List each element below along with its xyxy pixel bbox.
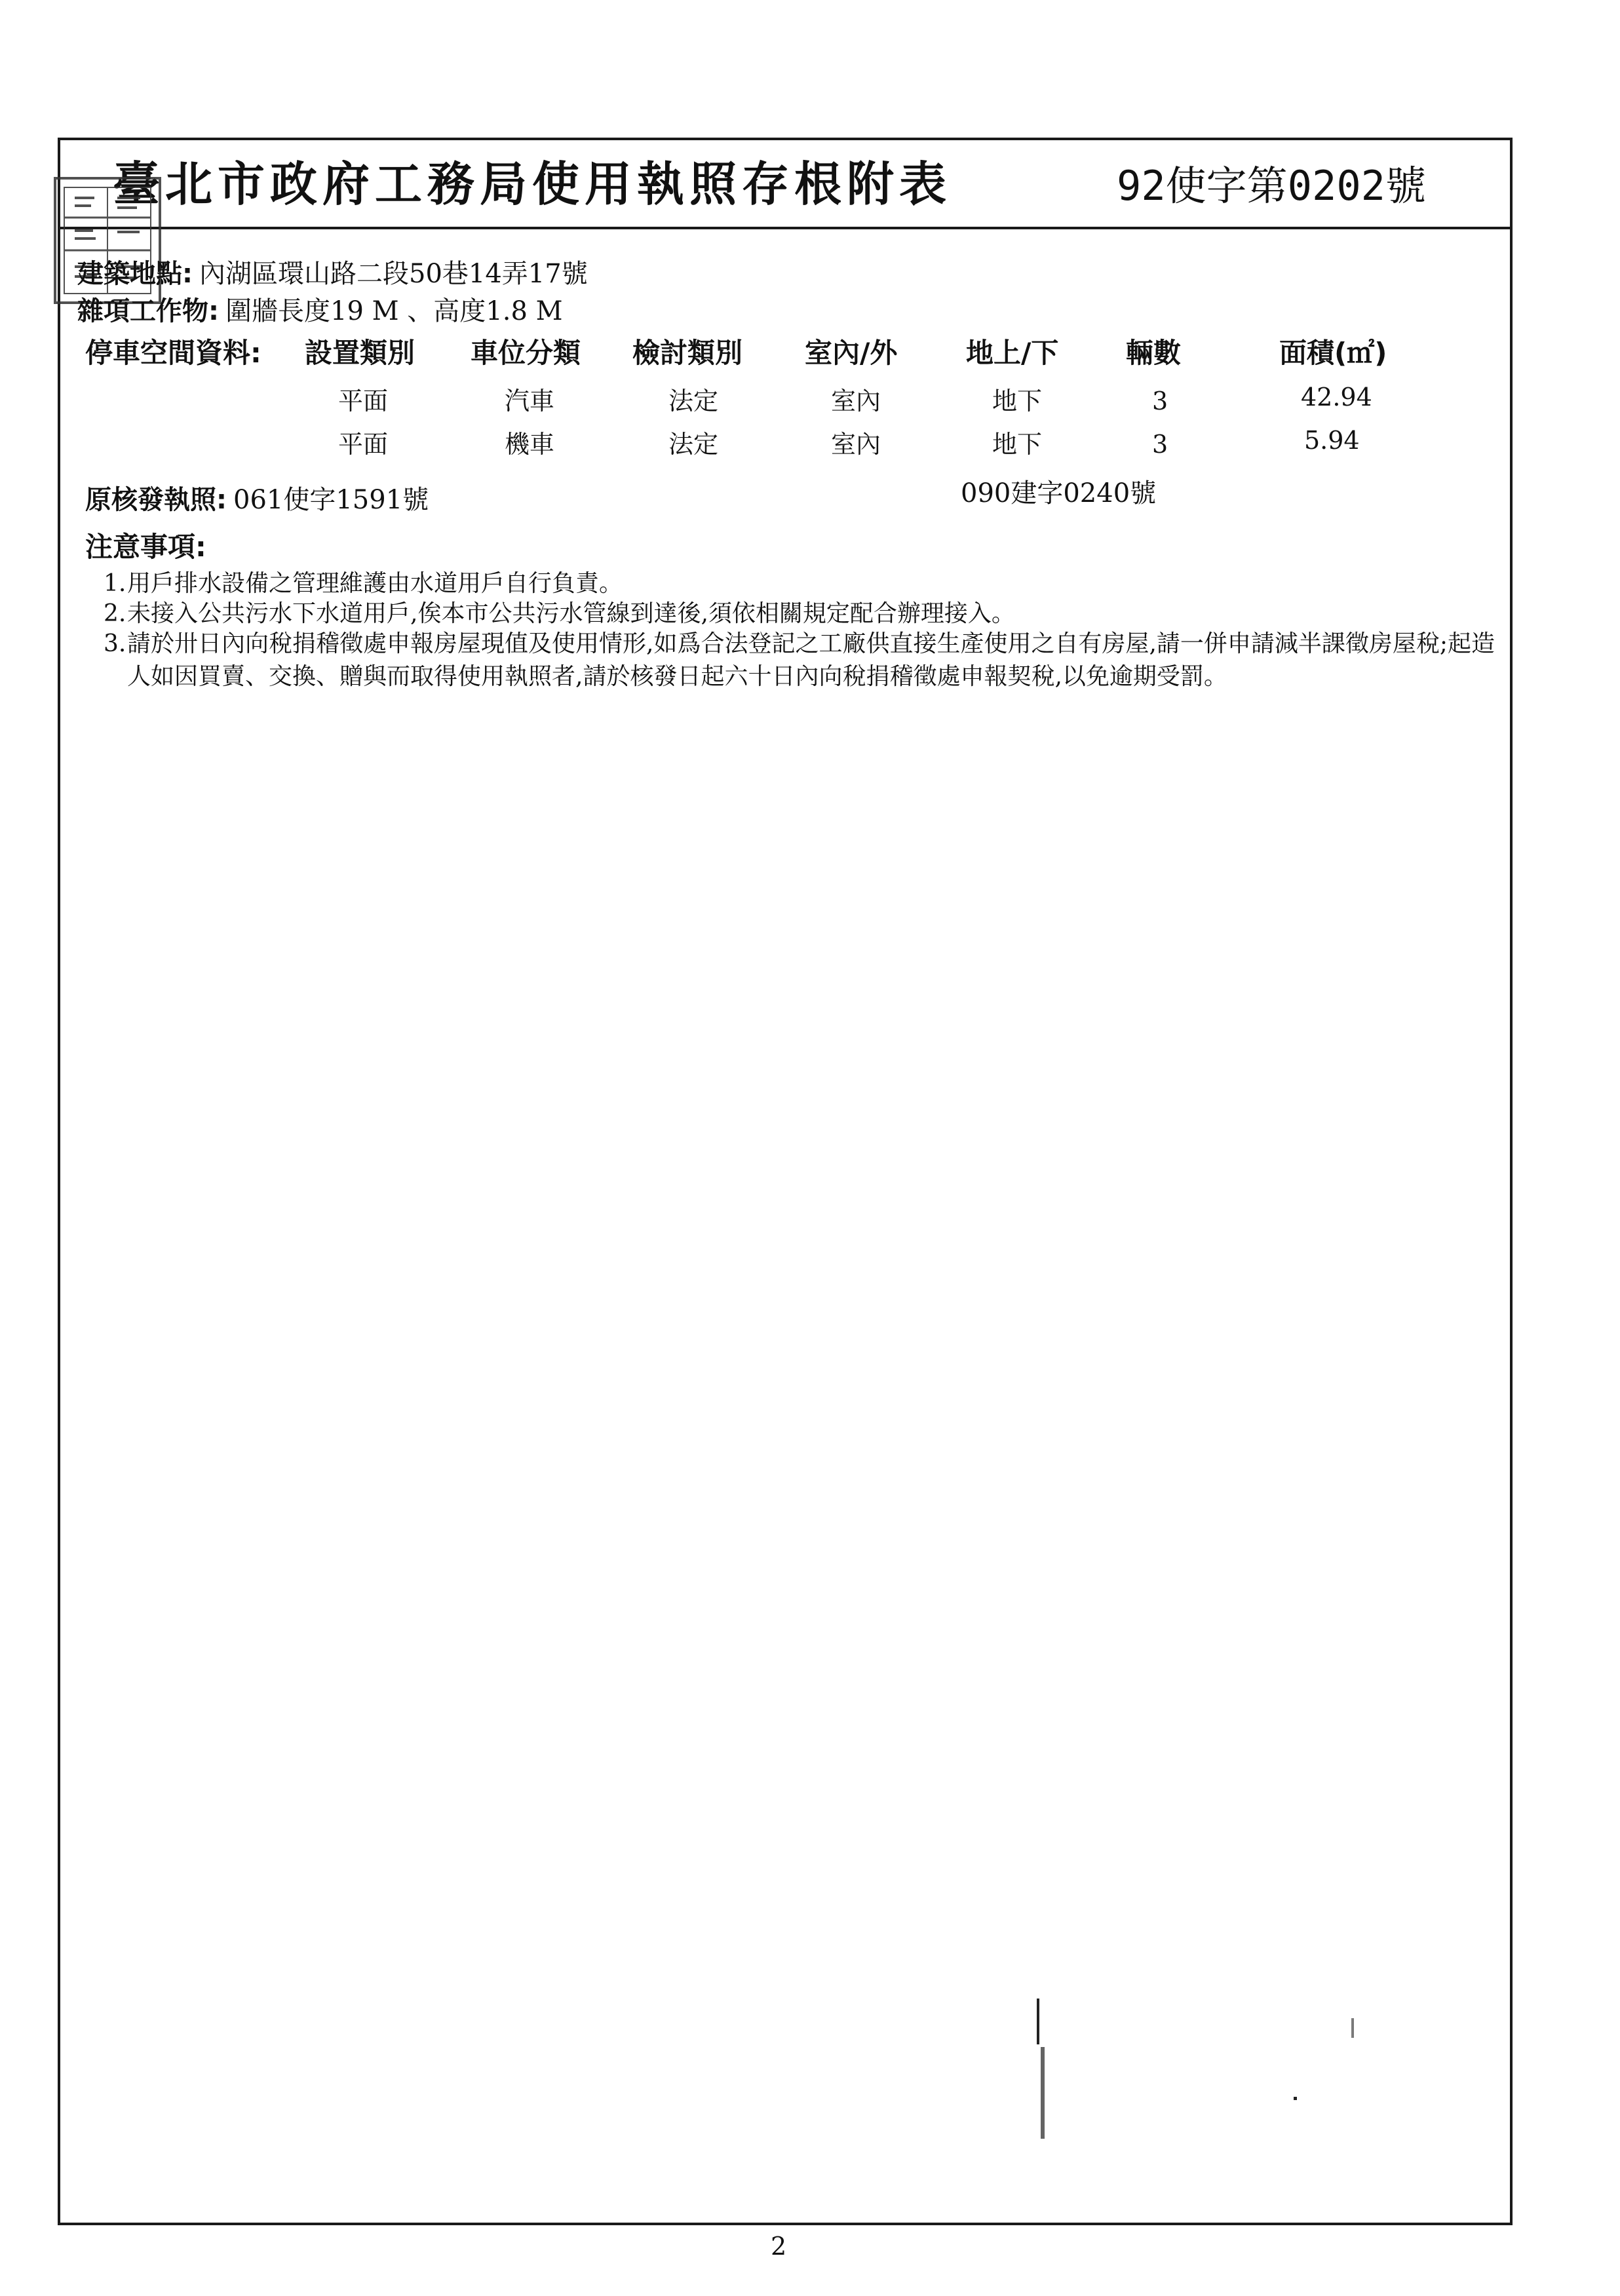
scan-speck: [1041, 2047, 1045, 2139]
page-title: 臺北市政府工務局使用執照存根附表: [113, 157, 952, 212]
original-permit-value-2: 090建字0240號: [961, 478, 1157, 508]
parking-cell: 汽車: [505, 387, 555, 415]
parking-cell: 地下: [992, 387, 1043, 415]
parking-cell: 室內: [831, 430, 881, 459]
original-permit-label: 原核發執照:: [85, 485, 227, 515]
misc-row: [77, 295, 563, 328]
notes-title: 注意事項:: [85, 531, 206, 563]
location-label: 建築地點:: [77, 259, 193, 289]
note-number: 2.: [104, 600, 126, 627]
scan-speck: [1351, 2018, 1354, 2038]
parking-col-review: 檢討類別: [632, 337, 743, 369]
parking-cell: 5.94: [1304, 426, 1360, 455]
note-number: 1.: [104, 570, 126, 597]
note-text: 未接入公共污水下水道用戶,俟本市公共污水管線到達後,須依相關規定配合辦理接入。: [127, 600, 1015, 627]
parking-col-category: 車位分類: [471, 337, 581, 369]
note-number: 3.: [104, 630, 126, 657]
original-permit-row: [85, 484, 429, 516]
parking-cell: 室內: [831, 387, 881, 415]
parking-col-count: 輛數: [1126, 337, 1182, 369]
scan-speck: [1294, 2097, 1297, 2100]
parking-cell: 3: [1152, 430, 1168, 459]
location-row: [77, 258, 588, 290]
scan-speck: [1037, 1999, 1039, 2044]
document-frame: [58, 138, 1513, 2225]
parking-col-area: 面積(㎡): [1279, 337, 1387, 369]
parking-col-indoor: 室內/外: [805, 337, 898, 369]
note-text: 請於卅日內向稅捐稽徵處申報房屋現值及使用情形,如爲合法登記之工廠供直接生產使用之自有房屋,請一併申請減半課徵房屋稅;起造人如因買賣、交換、贈與而取得使用執照者,請於核發日起六十日內向稅捐稽徵處申報契稅,以免逾期受罰。: [127, 630, 1495, 690]
title-bar: [60, 140, 1510, 229]
page-number: 2: [771, 2232, 787, 2261]
note-text: 用戶排水設備之管理維護由水道用戶自行負責。: [127, 570, 623, 597]
parking-cell: 地下: [992, 430, 1043, 459]
misc-value: 圍牆長度19 M 、高度1.8 M: [225, 296, 563, 326]
parking-cell: 3: [1152, 387, 1168, 415]
original-permit-value: 061使字1591號: [233, 485, 429, 515]
note-item: [104, 598, 1493, 630]
misc-label: 雜項工作物:: [77, 296, 219, 326]
parking-cell: 42.94: [1301, 383, 1372, 411]
note-item: [104, 567, 1493, 600]
parking-col-level: 地上/下: [966, 337, 1059, 369]
parking-cell: 機車: [505, 430, 555, 459]
permit-number: 92使字第0202號: [1117, 162, 1426, 210]
parking-col-type: 設置類別: [305, 337, 415, 369]
parking-cell: 法定: [668, 430, 719, 459]
parking-cell: 平面: [338, 387, 389, 415]
location-value: 內湖區環山路二段50巷14弄17號: [199, 259, 588, 289]
parking-cell: 法定: [668, 387, 719, 415]
parking-label: 停車空間資料:: [85, 337, 261, 369]
parking-cell: 平面: [338, 430, 389, 459]
